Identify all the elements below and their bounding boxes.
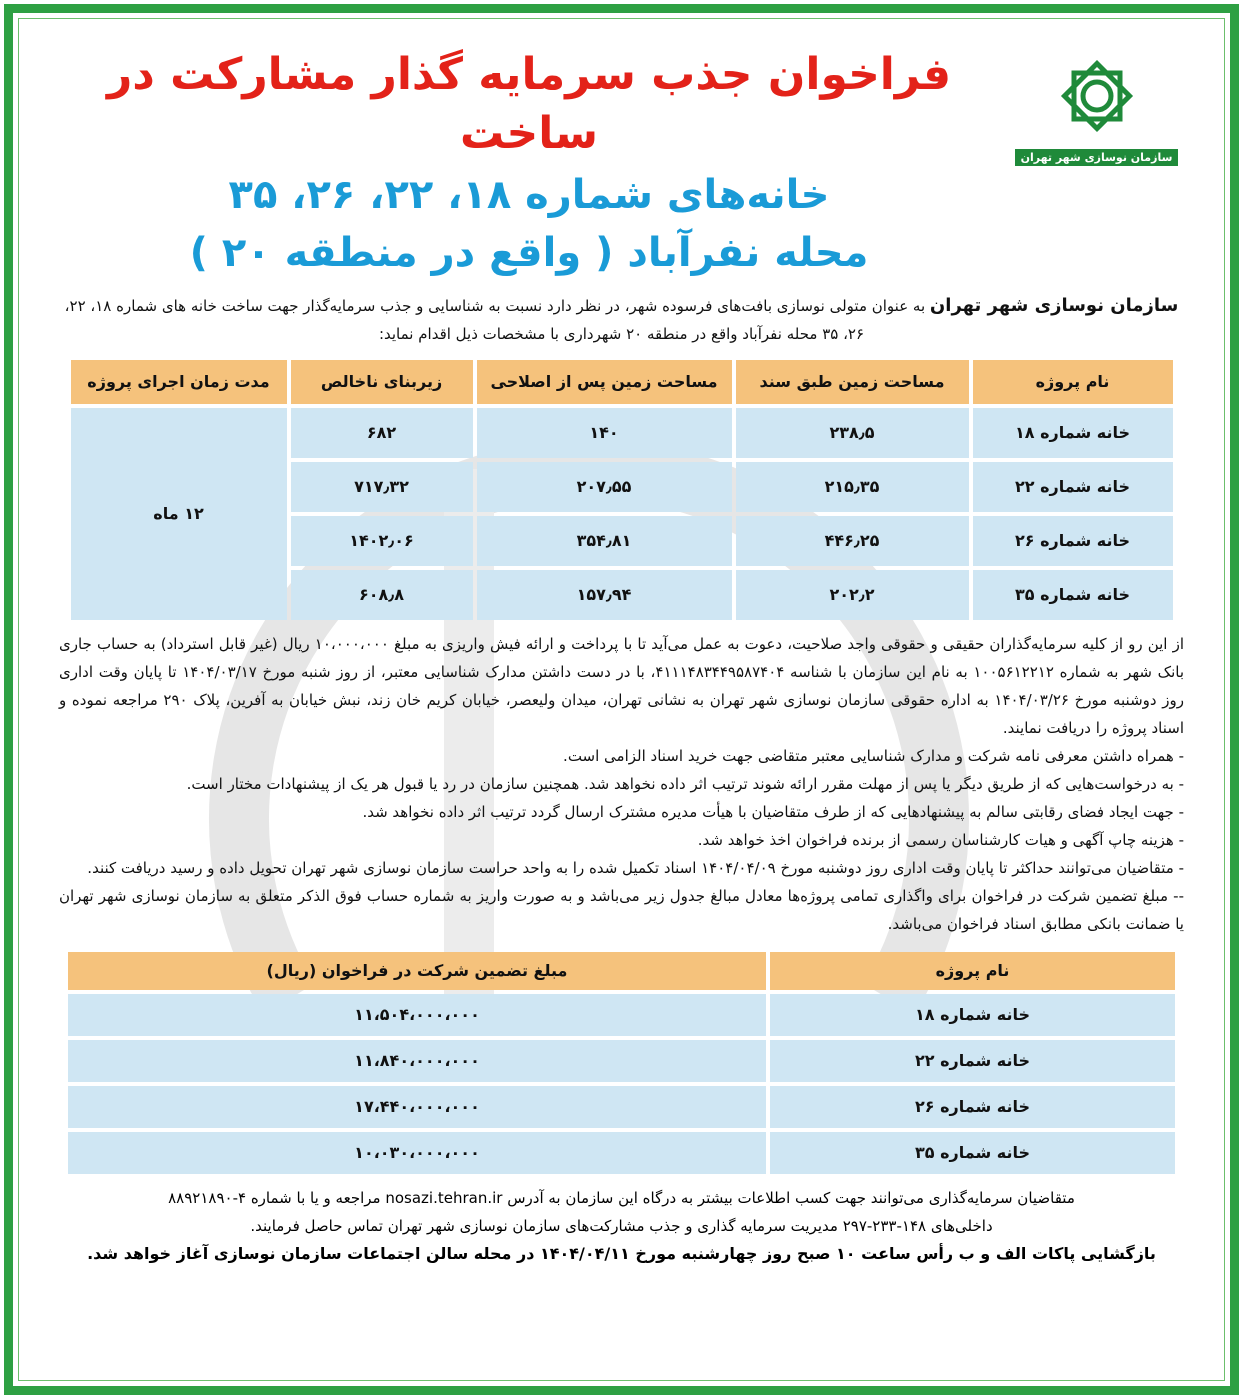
guarantee-table: [64, 948, 1179, 1178]
bullet: - هزینه چاپ آگهی و هیات کارشناسان رسمی از برنده فراخوان اخذ خواهد شد.: [697, 830, 1184, 849]
cell: ۲۰۷٫۵۵: [477, 462, 732, 512]
cell: خانه شماره ۱۸: [770, 994, 1175, 1036]
logo: [1009, 45, 1184, 166]
cell: ۱۴۰۲٫۰۶: [291, 516, 473, 566]
cell: ۲۳۸٫۵: [736, 408, 969, 458]
cell: خانه شماره ۲۲: [973, 462, 1173, 512]
cell: ۲۰۲٫۲: [736, 570, 969, 620]
ad-frame: [4, 4, 1239, 1395]
col-header: مبلغ تضمین شرکت در فراخوان (ریال): [68, 952, 766, 990]
projects-table: [67, 356, 1177, 624]
cell: ۱۱،۵۰۴،۰۰۰،۰۰۰: [68, 994, 766, 1036]
title-line-3: محله نفرآباد ( واقع در منطقه ۲۰ ): [189, 229, 869, 276]
cell: ۶۸۲: [291, 408, 473, 458]
titles: [59, 45, 999, 280]
cell: ۱۱،۸۴۰،۰۰۰،۰۰۰: [68, 1040, 766, 1082]
bullet: - همراه داشتن معرفی نامه شرکت و مدارک شناسایی معتبر متقاضی جهت خرید اسناد الزامی است.: [563, 746, 1184, 765]
footer-line-3: بازگشایی پاکات الف و ب رأس ساعت ۱۰ صبح روز چهارشنبه مورخ ۱۴۰۴/۰۴/۱۱ در محله سالن اجتماعات سازمان نوسازی آغاز خواهد شد.: [87, 1243, 1156, 1263]
ad-inner-border: [18, 18, 1225, 1381]
cell: ۱۵۷٫۹۴: [477, 570, 732, 620]
logo-caption: سازمان نوسازی شهر تهران: [1015, 149, 1179, 166]
col-header: زیربنای ناخالص: [291, 360, 473, 404]
col-header: مساحت زمین طبق سند: [736, 360, 969, 404]
footer-line-1: متقاضیان سرمایه‌گذاری می‌توانند جهت کسب اطلاعات بیشتر به درگاه این سازمان به آدرس nosazi.tehran.ir مراجعه و یا با شماره ۴-۸۸۹۲۱۸۹۰: [168, 1188, 1075, 1207]
cell: ۱۴۰: [477, 408, 732, 458]
table-row: [71, 408, 1173, 458]
table-row: [68, 994, 1175, 1036]
table-row: [68, 1132, 1175, 1174]
cell: خانه شماره ۲۶: [973, 516, 1173, 566]
table-header-row: [68, 952, 1175, 990]
table-row: [68, 1040, 1175, 1082]
duration-cell: ۱۲ ماه: [71, 408, 287, 620]
footer-line-2: داخلی‌های ۱۴۸-۲۳۳-۲۹۷ مدیریت سرمایه گذاری و جذب مشارکت‌های سازمان نوسازی شهر تهران تماس حاصل فرمایند.: [250, 1216, 993, 1235]
bullet: -- مبلغ تضمین شرکت در فراخوان برای واگذاری تمامی پروژه‌ها معادل مبالغ جدول زیر می‌باشد و به صورت واریز به شماره حساب فوق الذکر متعلق به سازمان نوسازی شهر تهران یا ضمانت بانکی مطابق اسناد فراخوان می‌باشد.: [59, 886, 1184, 933]
body-main: از این رو از کلیه سرمایه‌گذاران حقیقی و حقوقی واجد صلاحیت، دعوت به عمل می‌آید تا با پرداخت و ارائه فیش واریزی به مبلغ ۱۰،۰۰۰،۰۰۰ ریال (غیر قابل استرداد) به حساب جاری بانک شهر به شماره ۱۰۰۵۶۱۲۲۱۲ به نام این سازمان با شناسه ۴۱۱۱۴۸۳۴۴۹۵۸۷۴۰۴، با در دست داشتن مدارک شناسایی معتبر، از روز شنبه مورخ ۱۴۰۴/۰۳/۱۷ تا پایان وقت اداری روز دوشنبه مورخ ۱۴۰۴/۰۳/۲۶ به اداره حقوقی سازمان نوسازی شهر تهران به نشانی تهران، میدان ولیعصر، خیابان کریم خان زند، نبش خیابان به آفرین، پلاک ۲۹۰ مراجعه نموده و اسناد پروژه را دریافت نمایند.: [59, 634, 1185, 737]
cell: خانه شماره ۳۵: [770, 1132, 1175, 1174]
table-row: [68, 1086, 1175, 1128]
cell: خانه شماره ۳۵: [973, 570, 1173, 620]
title-line-2: خانه‌های شماره ۱۸، ۲۲، ۲۶، ۳۵: [228, 171, 830, 218]
cell: خانه شماره ۲۲: [770, 1040, 1175, 1082]
cell: ۱۰،۰۳۰،۰۰۰،۰۰۰: [68, 1132, 766, 1174]
intro-paragraph: [59, 292, 1184, 348]
bullet: - متقاضیان می‌توانند حداکثر تا پایان وقت اداری روز دوشنبه مورخ ۱۴۰۴/۰۴/۰۹ اسناد تکمیل شده را به واحد حراست سازمان نوسازی شهر تهران تحویل داده و رسید دریافت کنند.: [87, 858, 1184, 877]
cell: ۴۴۶٫۲۵: [736, 516, 969, 566]
cell: خانه شماره ۲۶: [770, 1086, 1175, 1128]
cell: خانه شماره ۱۸: [973, 408, 1173, 458]
title-line-1: فراخوان جذب سرمایه گذار مشارکت در ساخت: [106, 49, 952, 160]
footer: [59, 1184, 1184, 1268]
col-header: نام پروژه: [770, 952, 1175, 990]
cell: ۱۷،۴۴۰،۰۰۰،۰۰۰: [68, 1086, 766, 1128]
col-header: مساحت زمین پس از اصلاحی: [477, 360, 732, 404]
cell: ۶۰۸٫۸: [291, 570, 473, 620]
bullet: - به درخواست‌هایی که از طریق دیگر یا پس از مهلت مقرر ارائه شوند ترتیب اثر داده نخواهد شد. همچنین سازمان در رد یا قبول هر یک از پیشنهادات مختار است.: [186, 774, 1184, 793]
col-header: مدت زمان اجرای پروژه: [71, 360, 287, 404]
logo-emblem-icon: [1052, 51, 1142, 141]
table-header-row: [71, 360, 1173, 404]
intro-org: سازمان نوسازی شهر تهران: [929, 294, 1179, 316]
bullet: - جهت ایجاد فضای رقابتی سالم به پیشنهادهایی که از طرف متقاضیان با هیأت مدیره مشترک ارسال گردد ترتیب اثر داده نخواهد شد.: [362, 802, 1184, 821]
cell: ۳۵۴٫۸۱: [477, 516, 732, 566]
cell: ۲۱۵٫۳۵: [736, 462, 969, 512]
intro-text: به عنوان متولی نوسازی بافت‌های فرسوده شهر، در نظر دارد نسبت به شناسایی و جذب سرمایه‌گذار جهت ساخت خانه های شماره ۱۸، ۲۲، ۲۶، ۳۵ محله نفرآباد واقع در منطقه ۲۰ شهرداری با مشخصات ذیل اقدام نماید:: [64, 296, 930, 343]
header: [59, 45, 1184, 280]
body-text: [59, 630, 1184, 938]
col-header: نام پروژه: [973, 360, 1173, 404]
cell: ۷۱۷٫۳۲: [291, 462, 473, 512]
